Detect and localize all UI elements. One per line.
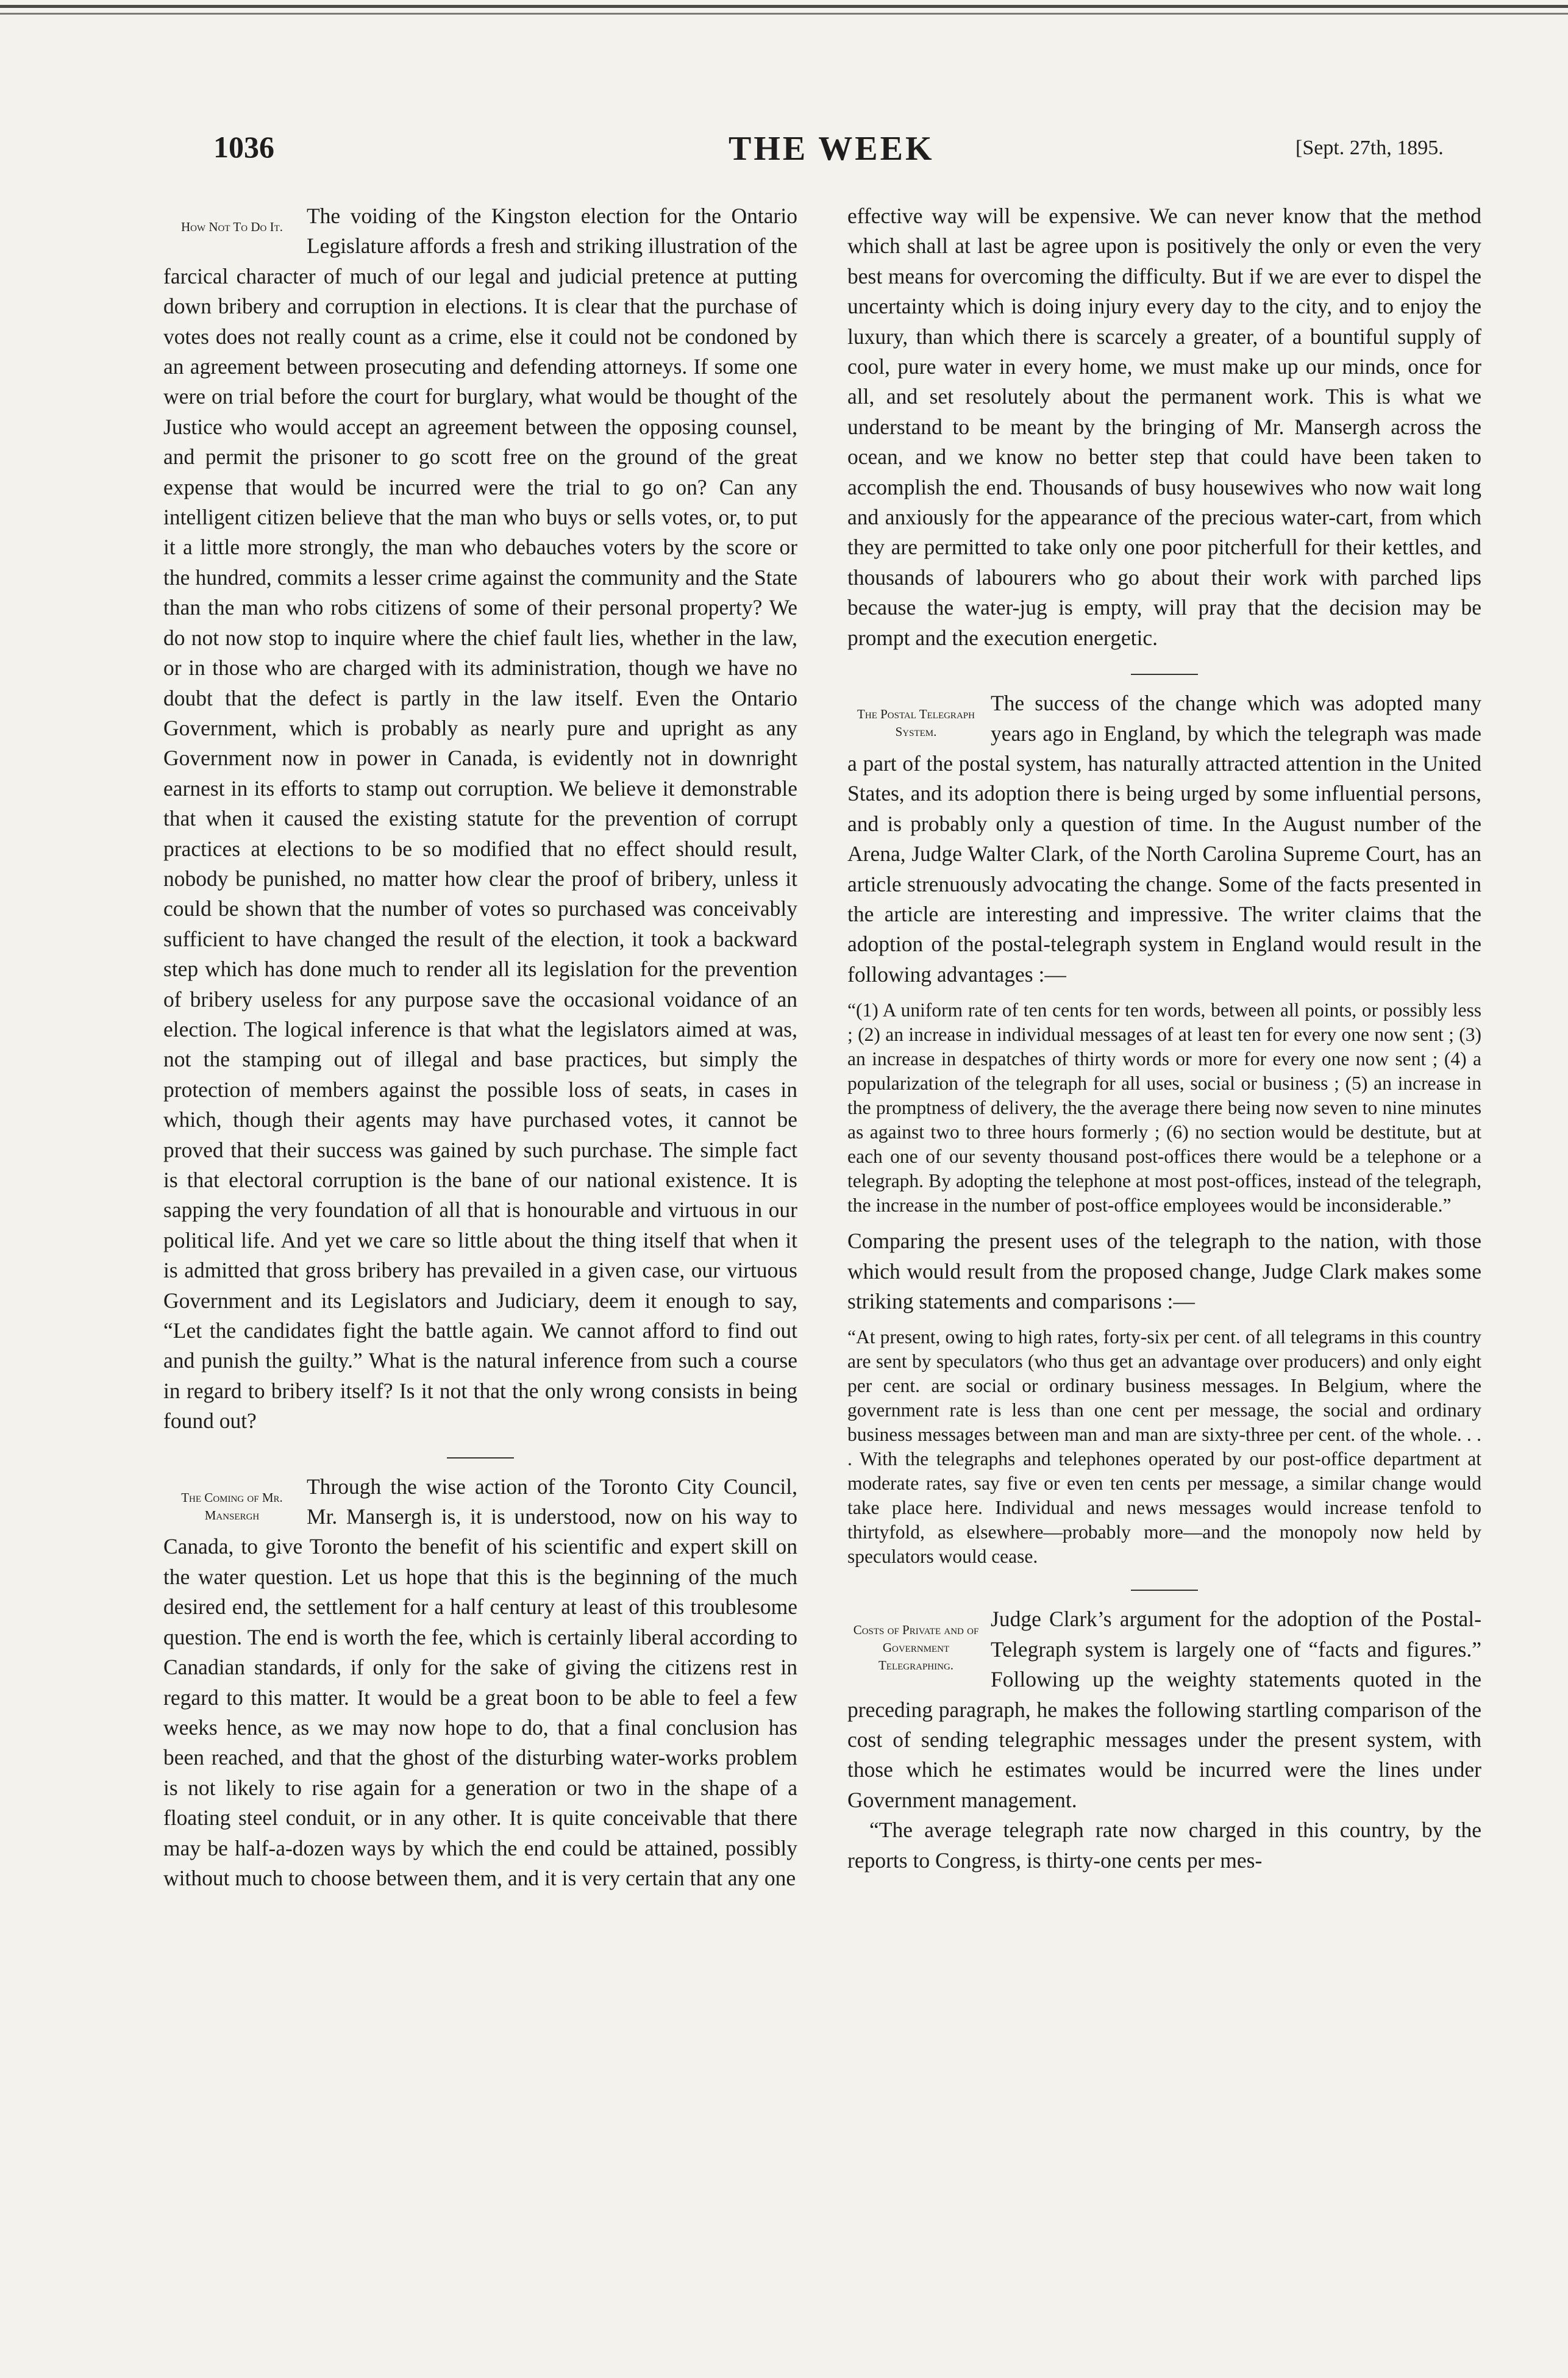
article-paragraph: Comparing the present uses of the telegraph to the nation, with those which would result from the proposed change, Judge Clark makes some striking statements and comparisons :— <box>847 1229 1481 1313</box>
article-paragraph: “The average telegraph rate now charged in this country, by the reports to Congress, is thirty-one cents per mes- <box>847 1818 1481 1873</box>
block-quote: “At present, owing to high rates, forty-six per cent. of all telegrams in this country are sent by speculators (who thus get an advantage over producers) and only eight per cent. are social or ordinary business messages. In Belgium, where the government rate is less than one cent per message, the social and ordinary business messages between man and man are sixty-three per cent. of the whole. . . . With the telegraphs and telephones operated by our post-office department at moderate rates, say five or even ten cents per message, a similar change would take place here. Individual and news messages would increase tenfold to thirtyfold, as elsewhere—probably more—and the monopoly now held by speculators would cease. <box>847 1326 1481 1568</box>
block-quote: “(1) A uniform rate of ten cents for ten words, between all points, or possibly less ; (2) an increase in individual messages of at least ten for every one now sent ; (3) an increase in despatches of thirty words or more for every one now sent ; (4) a popularization of the telegraph for all uses, social or business ; (5) an increase in the promptness of delivery, the the average there being now seven to nine minutes as against two to three hours formerly ; (6) no section would be destitute, but at each one of our seventy thousand post-offices there would be a telephone or a telegraph. By adopting the telephone at most post-offices, instead of the telegraph, the increase in the number of post-office employees would be inconsiderable.” <box>847 999 1481 1216</box>
side-head: The Postal Telegraph System. <box>857 707 975 740</box>
article-coming-of-mansergh <box>163 1472 797 1894</box>
article-postal-telegraph <box>847 688 1481 1569</box>
side-head: How Not To Do It. <box>180 220 283 234</box>
article-paragraph: The voiding of the Kingston election for the Ontario Legislature affords a fresh and striking illustration of the farcical character of much of our legal and judicial pretence at putting down bribery and corruption in elections. It is clear that the purchase of votes does not really count as a crime, else it could not be condoned by an agreement between prosecuting and defending attorneys. If some one were on trial before the court for burglary, what would be thought of the Justice who would accept an agreement between the opposing counsel, and permit the prisoner to go scott free on the ground of the great expense that would be incurred were the trial to go on? Can any intelligent citizen believe that the man who buys or sells votes, or, to put it a little more strongly, the man who debauches voters by the score or the hundred, commits a lesser crime against the community and the State than the man who robs citizens of some of their personal property? We do not now stop to inquire where the chief fault lies, whether in the law, or in those who are charged with its administration, though we have no doubt that the defect is partly in the law itself. Even the Ontario Government, which is probably as nearly pure and upright as any Government now in power in Canada, is evidently not in downright earnest in its efforts to stamp out corruption. We believe it demonstrable that when it caused the existing statute for the prevention of corrupt practices at elections to be so modified that no effect should result, nobody be punished, no matter how clear the proof of bribery, unless it could be shown that the number of votes so purchased was conceivably sufficient to have changed the result of the election, it took a backward step which has done much to render all its legislation for the prevention of bribery useless for any purpose save the occasional voidance of an election. The logical inference is that what the legislators aimed at was, not the stamping out of illegal and base practices, but simply the protection of members against the possible loss of seats, in cases in which, though their agents may have purchased votes, it cannot be proved that their success was gained by such purchase. The simple fact is that electoral corruption is the bane of our national existence. It is sapping the very foundation of all that is honourable and virtuous in our political life. And yet we care so little about the thing itself that when it is admitted that gross bribery has prevailed in a given case, our virtuous Government and its Legislators and Judiciary, deem it enough to say, “Let the candidates fight the battle again. We cannot afford to find out and punish the guilty.” What is the natural inference from such a course in regard to bribery itself? Is it not that the only wrong consists in being found out? <box>163 204 797 1434</box>
issue-date: [Sept. 27th, 1895. <box>1295 137 1444 159</box>
article-how-not-to-do-it <box>163 201 797 1437</box>
article-paragraph: Through the wise action of the Toronto City Council, Mr. Mansergh is, it is understood, now on his way to Canada, to give Toronto the benefit of his scientific and expert skill on the water question. Let us hope that this is the beginning of the much desired end, the settlement for a half century at least of this troublesome question. The end is worth the fee, which is certainly liberal according to Canadian standards, if only for the sake of giving the citizens rest in regard to this matter. It would be a great boon to be able to feel a few weeks hence, as we may now hope to do, that a final conclusion has been reached, and that the ghost of the disturbing water-works problem is not likely to rise again for a generation or two in the shape of a floating steel conduit, or in any other. It is quite conceivable that there may be half-a-dozen ways by which the end could be attained, possibly without much to choose between them, and it is very certain that any one <box>163 1474 797 1890</box>
side-head: The Coming of Mr. Mansergh <box>181 1490 283 1523</box>
side-head: Costs of Private and of Government Telegraphing. <box>853 1623 979 1673</box>
page-number: 1036 <box>213 130 274 164</box>
article-paragraph: Judge Clark’s argument for the adoption of the Postal-Telegraph system is largely one of “facts and figures.” Following up the weighty statements quoted in the preceding paragraph, he makes the following startling comparison of the cost of sending telegraphic messages under the present system, with those which he estimates would be incurred were the lines under Government management. <box>847 1607 1481 1812</box>
section-divider <box>447 1457 514 1459</box>
left-column <box>163 201 797 1893</box>
article-costs-of-telegraphing <box>847 1604 1481 1876</box>
article-continuation: effective way will be expensive. We can never know that the method which shall at last be agree upon is positively the only or even the very best means for overcoming the difficulty. But if we are ever to dispel the uncertainty which is doing injury every day to the city, and to enjoy the luxury, than which there is scarcely a greater, of a bountiful supply of cool, pure water in every home, we must make up our minds, once for all, and set resolutely about the permanent work. This is what we understand to be meant by the bringing of Mr. Mansergh across the ocean, and we know no better step that could have been taken to accomplish the end. Thousands of busy housewives who now wait long and anxiously for the appearance of the precious water-cart, from which they are permitted to take only one poor pitcherfull for their kettles, and thousands of labourers who go about their work with parched lips because the water-jug is empty, will pray that the decision may be prompt and the execution energetic. <box>847 204 1481 650</box>
section-divider <box>1131 674 1198 675</box>
section-divider <box>1131 1590 1198 1591</box>
right-column <box>847 201 1481 1876</box>
article-paragraph: The success of the change which was adopted many years ago in England, by which the telegraph was made a part of the postal system, has naturally attracted attention in the United States, and its adoption there is being urged by some influential persons, and is probably only a question of time. In the August number of the Arena, Judge Walter Clark, of the North Carolina Supreme Court, has an article strenuously advocating the change. Some of the facts presented in the article are interesting and impressive. The writer claims that the adoption of the postal-telegraph system in England would result in the following advantages :— <box>847 691 1481 987</box>
top-border-rule <box>0 5 1568 15</box>
masthead-title: THE WEEK <box>729 130 935 168</box>
